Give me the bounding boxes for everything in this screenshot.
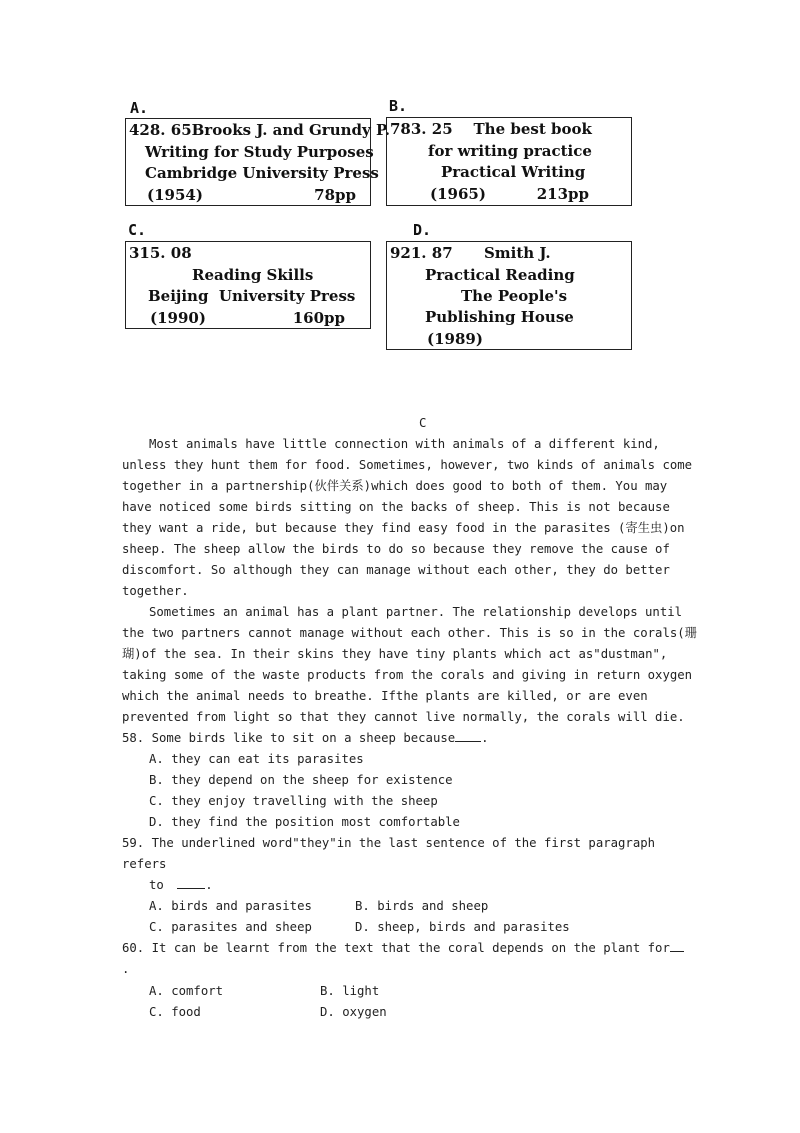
q59-option-b: B. birds and sheep [355, 899, 489, 913]
p1-line: together. [122, 584, 189, 598]
card-a-line1: 428. 65Brooks J. and Grundy P. [129, 121, 390, 139]
p2-line: 瑚)of the sea. In their skins they have tiny plants which act as"dustman", [122, 647, 668, 661]
question-60-stem [122, 939, 684, 957]
question-58-end: . [481, 731, 489, 745]
card-b-line3: Practical Writing [441, 163, 586, 181]
card-d-line1: 921. 87 Smith J. [390, 244, 551, 262]
q58-option-d: D. they find the position most comfortable [149, 815, 460, 829]
card-c-year: (1990) [150, 309, 206, 327]
q59-option-a: A. birds and parasites [149, 899, 312, 913]
card-c-letter: C. [128, 221, 147, 239]
card-a-letter: A. [130, 99, 149, 117]
p1-line: sheep. The sheep allow the birds to do so because they remove the cause of [122, 542, 670, 556]
p2-line: which the animal needs to breathe. Ifthe plants are killed, or are even [122, 689, 648, 703]
question-59-end: . [205, 878, 213, 892]
question-60-text: 60. It can be learnt from the text that the coral depends on the plant for [122, 941, 670, 955]
card-a-pages: 78pp [314, 186, 356, 204]
catalog-card-c [125, 241, 371, 329]
q58-option-b: B. they depend on the sheep for existence [149, 773, 453, 787]
p2-line: prevented from light so that they cannot live normally, the corals will die. [122, 710, 685, 724]
question-58-stem [122, 729, 489, 747]
p2-line: the two partners cannot manage without each other. This is so in the corals(珊 [122, 626, 697, 640]
catalog-card-a [125, 118, 390, 206]
p1-line: Most animals have little connection with animals of a different kind, [149, 437, 660, 451]
q60-option-a: A. comfort [149, 984, 224, 998]
q60-option-d: D. oxygen [320, 1005, 387, 1019]
p1-line: unless they hunt them for food. Sometimes, however, two kinds of animals come [122, 458, 693, 472]
card-b-pages: 213pp [536, 185, 589, 203]
card-d-year: (1989) [427, 330, 483, 348]
answer-blank [670, 939, 684, 952]
card-b-year: (1965) [430, 185, 486, 203]
q59-option-d: D. sheep, birds and parasites [355, 920, 570, 934]
p1-line: have noticed some birds sitting on the backs of sheep. This is not because [122, 500, 670, 514]
q60-option-c: C. food [149, 1005, 201, 1019]
card-c-line2: Reading Skills [192, 266, 314, 284]
card-d-line2: Practical Reading [425, 266, 575, 284]
p2-line: Sometimes an animal has a plant partner. The relationship develops until [149, 605, 683, 619]
p2-line: taking some of the waste products from the corals and giving in return oxygen [122, 668, 693, 682]
question-59-text: to [149, 878, 172, 892]
question-59-stem-2: refers [122, 857, 167, 871]
answer-blank [177, 876, 205, 889]
question-60-end: . [122, 962, 130, 976]
card-d-line3: The People's [461, 287, 568, 305]
card-d-letter: D. [413, 221, 432, 239]
card-c-pages: 160pp [292, 309, 345, 327]
question-58-text: 58. Some birds like to sit on a sheep because [122, 731, 456, 745]
q59-option-c: C. parasites and sheep [149, 920, 312, 934]
question-59-stem: 59. The underlined word"they"in the last sentence of the first paragraph [122, 836, 656, 850]
card-a-year: (1954) [147, 186, 203, 204]
card-a-line3: Cambridge University Press [145, 164, 379, 182]
p1-line: they want a ride, but because they find easy food in the parasites (寄生虫)on [122, 521, 685, 535]
q58-option-c: C. they enjoy travelling with the sheep [149, 794, 438, 808]
q60-option-b: B. light [320, 984, 380, 998]
card-b-line1: 783. 25 The best book [390, 120, 592, 138]
card-c-line1: 315. 08 [129, 244, 192, 262]
reading-passage [122, 414, 697, 1034]
passage-heading: C [419, 416, 427, 430]
catalog-card-d [386, 241, 632, 350]
card-a-line2: Writing for Study Purposes [145, 143, 374, 161]
p1-line: discomfort. So although they can manage without each other, they do better [122, 563, 670, 577]
card-d-line4: Publishing House [425, 308, 574, 326]
p1-line: together in a partnership(伙伴关系)which does good to both of them. You may [122, 479, 668, 493]
answer-blank [455, 729, 481, 742]
question-59-stem-3 [149, 876, 213, 894]
q58-option-a: A. they can eat its parasites [149, 752, 364, 766]
catalog-card-b [386, 117, 632, 206]
card-b-letter: B. [389, 97, 408, 115]
card-b-line2: for writing practice [428, 142, 592, 160]
card-c-line3: Beijing University Press [148, 287, 356, 305]
